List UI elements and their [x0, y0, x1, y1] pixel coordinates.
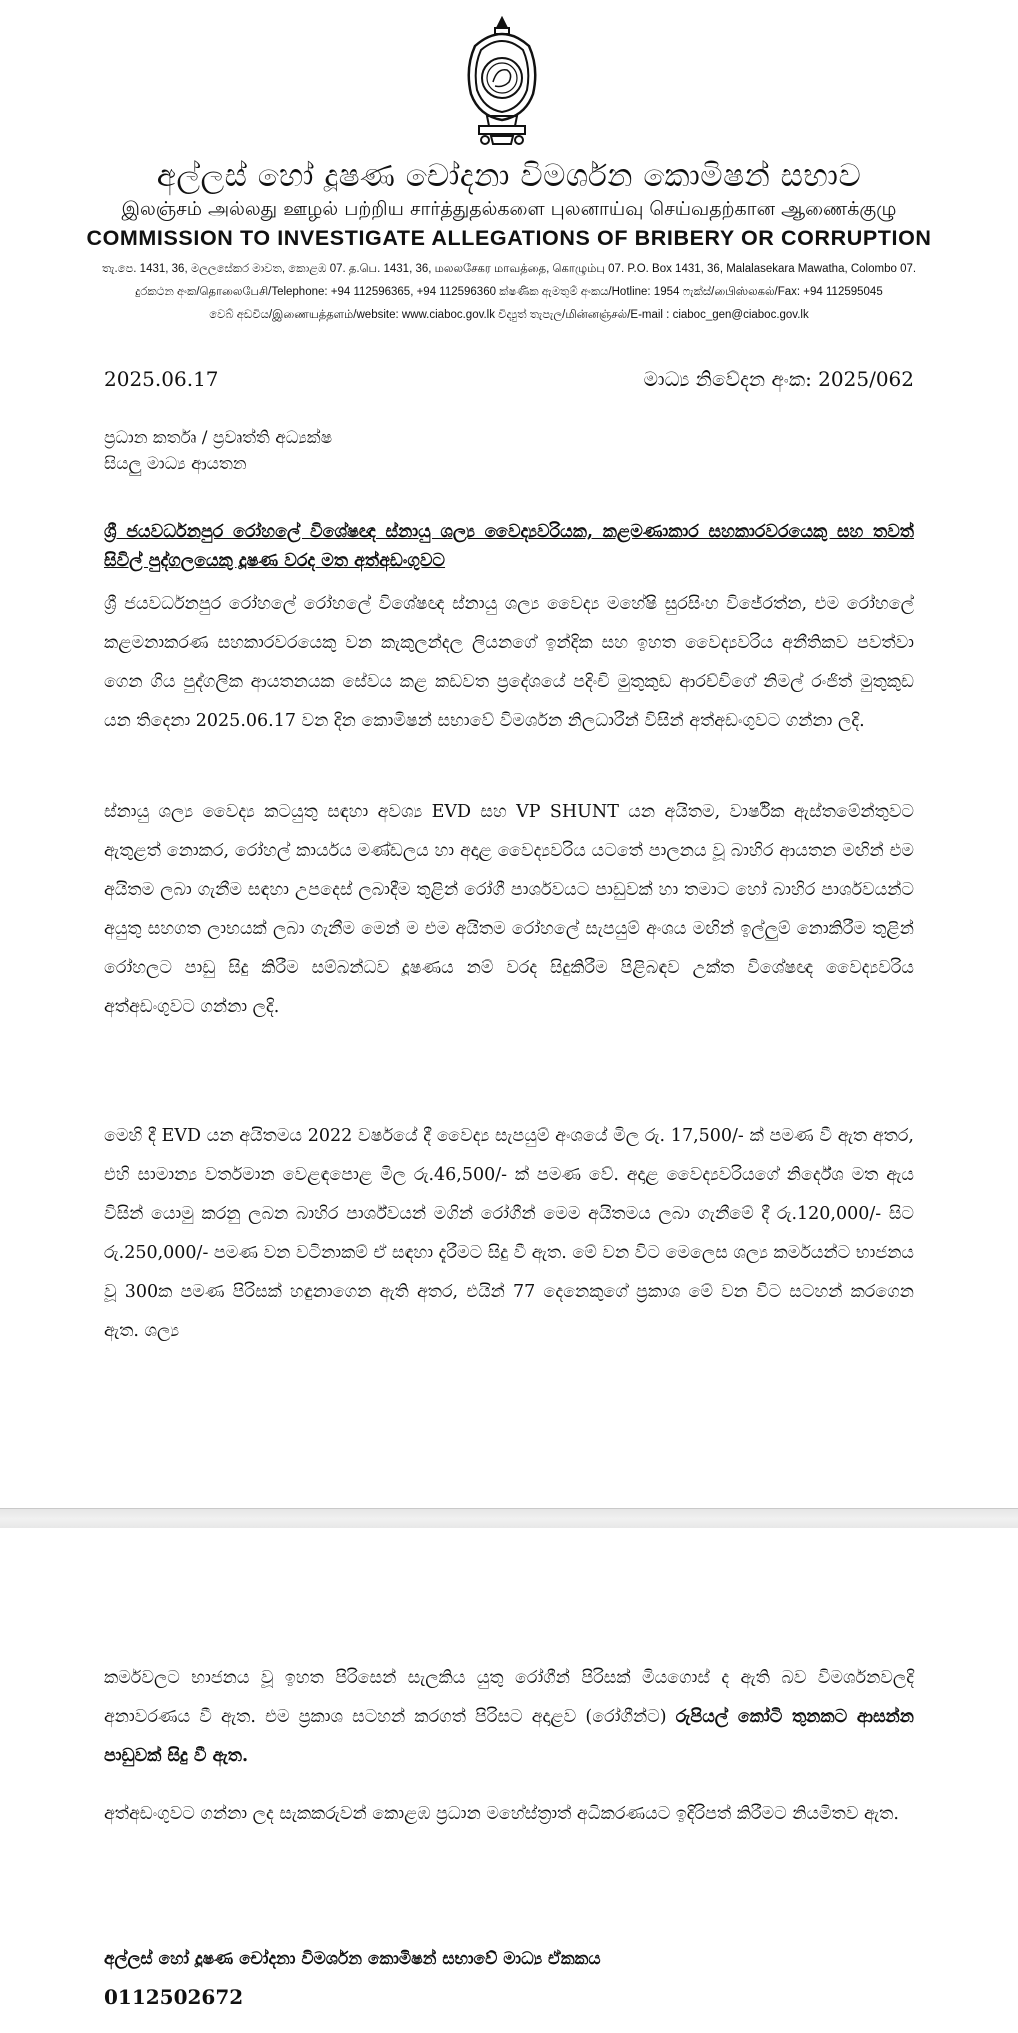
letterhead-contact-numbers: දුරකථන අංක/தொலைபேசி/Telephone: +94 112596365, +94 112596360 ක්ෂණික ඇමතුම් අංකය/Hotline: 1954 ෆැක්ස්/பிைஸ்லகல்/Fax: +94 112595045: [135, 286, 883, 298]
letterhead-name-tamil: இலஞ்சம் அல்லது ஊழல் பற்றிய சார்த்துதல்களை புலனாய்வு செய்வதற்கான ஆணைக்குழு: [121, 198, 897, 220]
addressee-line: සියලු මාධ්‍ය ආයතන: [104, 454, 247, 474]
body-paragraph: ශ්‍රී ජයවර්ධනපුර රෝහලේ රෝහලේ විශේෂඥ ස්නායු ශල්‍ය වෛද්‍ය මහේෂි සුරසිංහ විජේරත්න, එම රෝහලේ කළමනාකරණ සහකාරවරයෙකු වන කැකුලන්දල ලියනගේ ඉන්දික සහ ඉහත වෛද්‍යවරිය අනීතිකව පවත්වා ගෙන ගිය පුද්ගලික ආයතනයක සේවය කළ කඩවත ප්‍රදේශයේ පදිංචි මුතුකුඩ ආරච්චිගේ නිමල් රංජිත් මුතුකුඩ යන තිදෙනා 2025.06.17 වන දින කොමිෂන් සභාවේ විමර්ශන නිලධාරීන් විසින් අත්අඩංගුවට ගන්නා ලදි.: [104, 594, 914, 731]
sri-lanka-emblem-icon: [457, 16, 547, 146]
letterhead-web-email: වෙබ් අඩවිය/இணையத்தளம்/website: www.ciaboc.gov.lk විද්‍යුත් තැපැල/மின்னஞ்சல்/E-mail : ciaboc_gen@ciaboc.gov.lk: [209, 309, 809, 321]
date-reference-row: [104, 367, 914, 391]
addressee-line: ප්‍රධාන කර්තෘ / ප්‍රවෘත්ති අධ්‍යක්ෂ: [104, 428, 333, 448]
release-headline: ශ්‍රී ජයවර්ධනපුර රෝහලේ විශේෂඥ ස්නායු ශල්‍ය වෛද්‍යවරියක, කළමණාකාර සහකාරවරයෙකු සහ තවත් සිවිල් පුද්ගලයෙකු දූෂණ වරද මත අත්අඩංගුවට: [104, 522, 914, 571]
body-paragraph: ස්නායු ශල්‍ය වෛද්‍ය කටයුතු සඳහා අවශ්‍ය EVD සහ VP SHUNT යන අයිතම, වාර්ෂික ඇස්තමේන්තුවට ඇතුළත් නොකර, රෝහල් කාර්යය මණ්ඩලය හා අදාළ වෛද්‍යවරිය යටතේ පාලනය වූ බාහිර ආයතන මඟින් එම අයිතම ලබා ගැනීම සඳහා උපදෙස් ලබාදීම තුළින් රෝගී පාර්ශවයට පාඩුවක් හා තමාට හෝ බාහිර පාර්ශවයන්ට අයුතු සහගත ලාභයක් ලබා ගැනීම මෙන් ම එම අයිතම රෝහලේ සැපයුම් අංශය මඟින් ඉල්ලුම් නොකිරීම තුළින් රෝහලට පාඩු සිදු කිරීම සම්බන්ධව දූෂණය නම් වරද සිදුකිරීම පිළිබඳව උක්ත විශේෂඥ වෛද්‍යවරිය අත්අඩංගුවට ගන්නා ලදි.: [104, 802, 914, 1017]
release-date: 2025.06.17: [104, 367, 219, 391]
addressee-block: [104, 425, 914, 477]
body-paragraph: [104, 1659, 914, 1776]
body-paragraph: මෙහි දී EVD යන අයිතමය 2022 වර්ෂයේ දී වෛද්‍ය සැපයුම් අංශයේ මිල රු. 17,500/- ක් පමණ වී ඇත අතර, එහි සාමාන්‍ය වර්තමාන වෙළඳපොළ මිල රු.46,500/- ක් පමණ වේ. අදාළ වෛද්‍යවරියගේ නිර්දේශ මත ඇය විසින් යොමු කරනු ලබන බාහිර පාර්ශ්වයන් මගින් රෝගීන් මෙම අයිතමය ලබා ගැනීමේ දී රු.120,000/- සිට රු.250,000/- පමණ වන වටිනාකම් ඒ සඳහා දැරීමට සිදු වී ඇත. මේ වන විට මෙලෙස ශල්‍ය කර්මයන්ට භාජනය වූ 300ක පමණ පිරිසක් හඳුනාගෙන ඇති අතර, එයින් 77 දෙනෙකුගේ ප්‍රකාශ මේ වන විට සටහන් කරගෙන ඇත. ශල්‍ය: [104, 1126, 914, 1341]
release-reference-number: මාධ්‍ය නිවේදන අංක: 2025/062: [643, 367, 914, 391]
body-paragraph: අත්අඩංගුවට ගන්නා ලද සැකකරුවන් කොළඹ ප්‍රධාන මහේස්ත්‍රාත් අධිකරණයට ඉදිරිපත් කිරීමට නියමිතව ඇත.: [104, 1804, 899, 1824]
letterhead-name-sinhala: අල්ලස් හෝ දූෂණ චෝදනා විමර්ශන කොමිෂන් සභාව: [156, 158, 862, 194]
page-separator: [0, 1508, 1018, 1530]
letterhead-name-english: COMMISSION TO INVESTIGATE ALLEGATIONS OF BRIBERY OR CORRUPTION: [86, 226, 932, 250]
media-unit-phone: 0112502672: [104, 1985, 244, 2009]
media-unit-signature: අල්ලස් හෝ දූෂණ චෝදනා විමර්ශන කොමිෂන් සභාවේ මාධ්‍ය ඒකකය: [104, 1949, 601, 1969]
letterhead-address: තැ.පෙ. 1431, 36, මලලසේකර මාවත, කොළඹ 07. த.பெ. 1431, 36, மலலசேகர மாவத்தை, கொழும்பு 07. P.O. Box 1431, 36, Malalasekara Mawatha, Colombo 07.: [101, 263, 917, 275]
body-text: කර්මවලට භාජනය වූ ඉහත පිරිසෙන් සැලකිය යුතු රෝගීන් පිරිසක් මියගොස් ද ඇති බව විමර්ශනවලදි අනාවරණය වී ඇත. එම ප්‍රකාශ සටහන් කරගත් පිරිසට අදාළව (රෝගීන්ට): [104, 1668, 914, 1727]
body-text-emphasis: රුපියල් කෝටි තුනකට ආසන්න පාඩුවක් සිදු වී ඇත.: [104, 1707, 914, 1766]
